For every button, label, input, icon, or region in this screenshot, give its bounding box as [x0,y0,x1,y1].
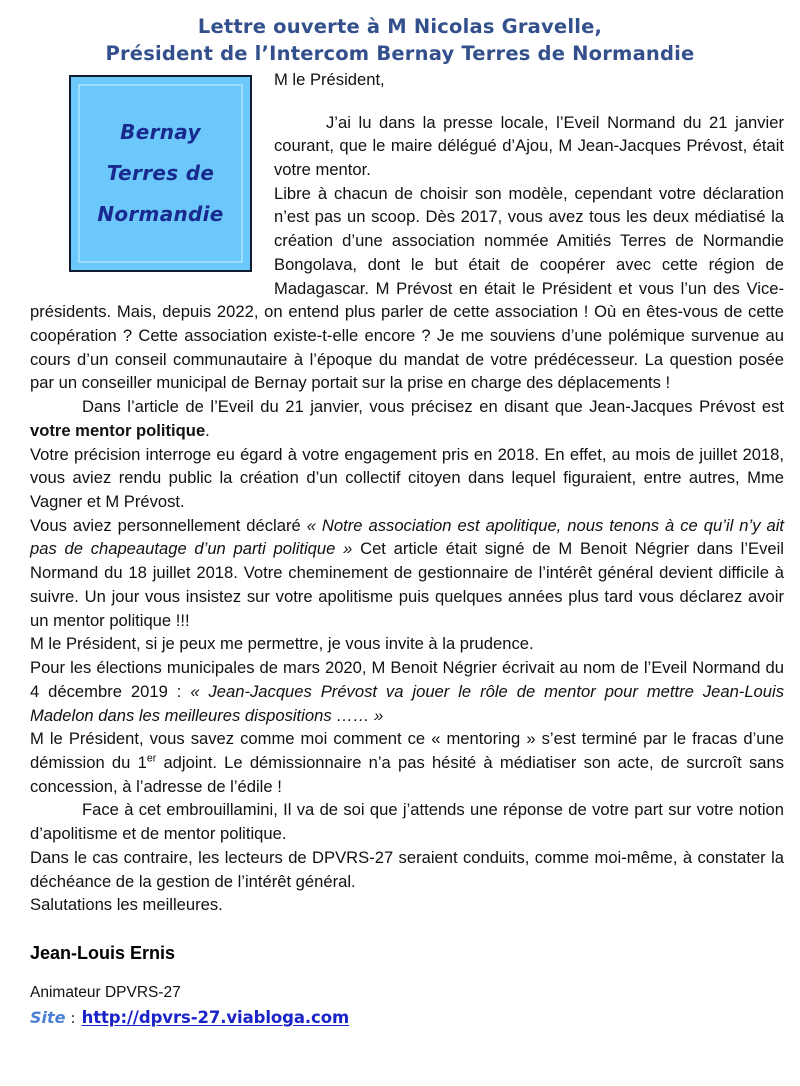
paragraph-3-text-before: Dans l’article de l’Eveil du 21 janvier, vous précisez en disant que Jean-Jacques Prévost est [82,397,784,417]
paragraph-7 [30,656,784,727]
site-separator: : [70,1008,76,1027]
paragraph-3-text-after: . [205,420,210,440]
logo-line-2: Terres de [106,161,215,186]
paragraph-2: Libre à chacun de choisir son modèle, cependant votre déclaration n’est pas un scoop. Dès 2017, vous avez tous les deux médiatisé la création d’une association nommée Amitiés Terres de Normandie Bongolava, dont le but était de coopérer avec cette région de Madagascar. M Prévost en était le Président et vous l’un des Vice-présidents. Mais, depuis 2022, on entend plus parler de cette association ! Où en êtes-vous de cette coopération ? Cette association existe-t-elle encore ? Je me souviens d’une polémique survenue au cours d’un conseil communautaire à l’époque du mandat de votre prédécesseur. La question posée par un conseiller municipal de Bernay portait sur la prise en charge des déplacements ! [30,183,784,393]
paragraph-7-text-before: Pour les élections municipales de mars 2020, M Benoit Négrier écrivait au nom de l’Eveil Normand du 4 décembre 2019 : [30,658,784,701]
signature-block [0,943,800,1027]
title-line-2: Président de l’Intercom Bernay Terres de Normandie [105,41,695,65]
letter-body [0,68,800,917]
site-url-link[interactable]: http://dpvrs-27.viabloga.com [81,1007,350,1027]
paragraph-8 [30,727,784,798]
logo-line-3: Normandie [97,202,224,227]
paragraph-4: Votre précision interroge eu égard à votre engagement pris en 2018. En effet, au mois de juillet 2018, vous aviez rendu public la création d’un collectif citoyen dans lequel figuraient, entre autres, Mme Vagner et M Prévost. [30,444,784,512]
ordinal-superscript: er [146,752,157,765]
site-label: Site [30,1007,66,1027]
logo-inner-frame [78,84,243,263]
quote-apolitique: « Notre association est apolitique, nous tenons à ce qu’il n’y ait pas de chapeautage d’un parti politique » [30,515,785,559]
paragraph-8-text-part2: adjoint. Le démissionnaire n’a pas hésité à médiatiser son acte, de surcroît sans concession, à l’adresse de l’édile ! [30,752,784,796]
paragraph-1: J’ai lu dans la presse locale, l’Eveil Normand du 21 janvier courant, que le maire délégué d’Ajou, M Jean-Jacques Prévost, était votre mentor. [274,112,784,179]
salutation: M le Président, [274,69,385,89]
paragraph-6: M le Président, si je peux me permettre, je vous invite à la prudence. [30,634,534,654]
paragraph-5-text-after: Cet article était signé de M Benoit Négrier dans l’Eveil Normand du 18 juillet 2018. Votre cheminement de gestionnaire de l’intérêt général devient difficile à suivre. Un jour vous insistez sur votre apolitisme puis quelques années plus tard vous déclarez avoir un mentor politique !!! [30,539,784,630]
paragraph-5 [30,514,784,633]
title-line-1: Lettre ouverte à M Nicolas Gravelle, [197,15,603,38]
paragraph-11: Salutations les meilleures. [30,895,223,915]
signature-name: Jean-Louis Ernis [30,942,176,963]
mentor-politique-emphasis: votre mentor politique [30,420,206,440]
logo-line-1: Bernay [120,120,201,145]
bernay-terres-de-normandie-logo [69,75,252,272]
paragraph-3 [30,395,784,442]
quote-mentor-madelon: « Jean-Jacques Prévost va jouer le rôle de mentor pour mettre Jean-Louis Madelon dans les meilleures dispositions …… » [30,681,784,725]
paragraph-10: Dans le cas contraire, les lecteurs de DPVRS-27 seraient conduits, comme moi-même, à constater la déchéance de la gestion de l’intérêt général. [30,847,784,891]
paragraph-8-text-part1: M le Président, vous savez comme moi comment ce « mentoring » s’est terminé par le fracas d’une démission du 1 [30,729,784,772]
paragraph-9: Face à cet embrouillamini, Il va de soi que j’attends une réponse de votre part sur votre notion d’apolitisme et de mentor politique. [30,800,784,844]
page-title [0,0,800,68]
signature-role: Animateur DPVRS-27 [30,983,181,1001]
paragraph-5-text-before: Vous aviez personnellement déclaré [30,515,307,535]
signature-site-row [30,1008,784,1027]
